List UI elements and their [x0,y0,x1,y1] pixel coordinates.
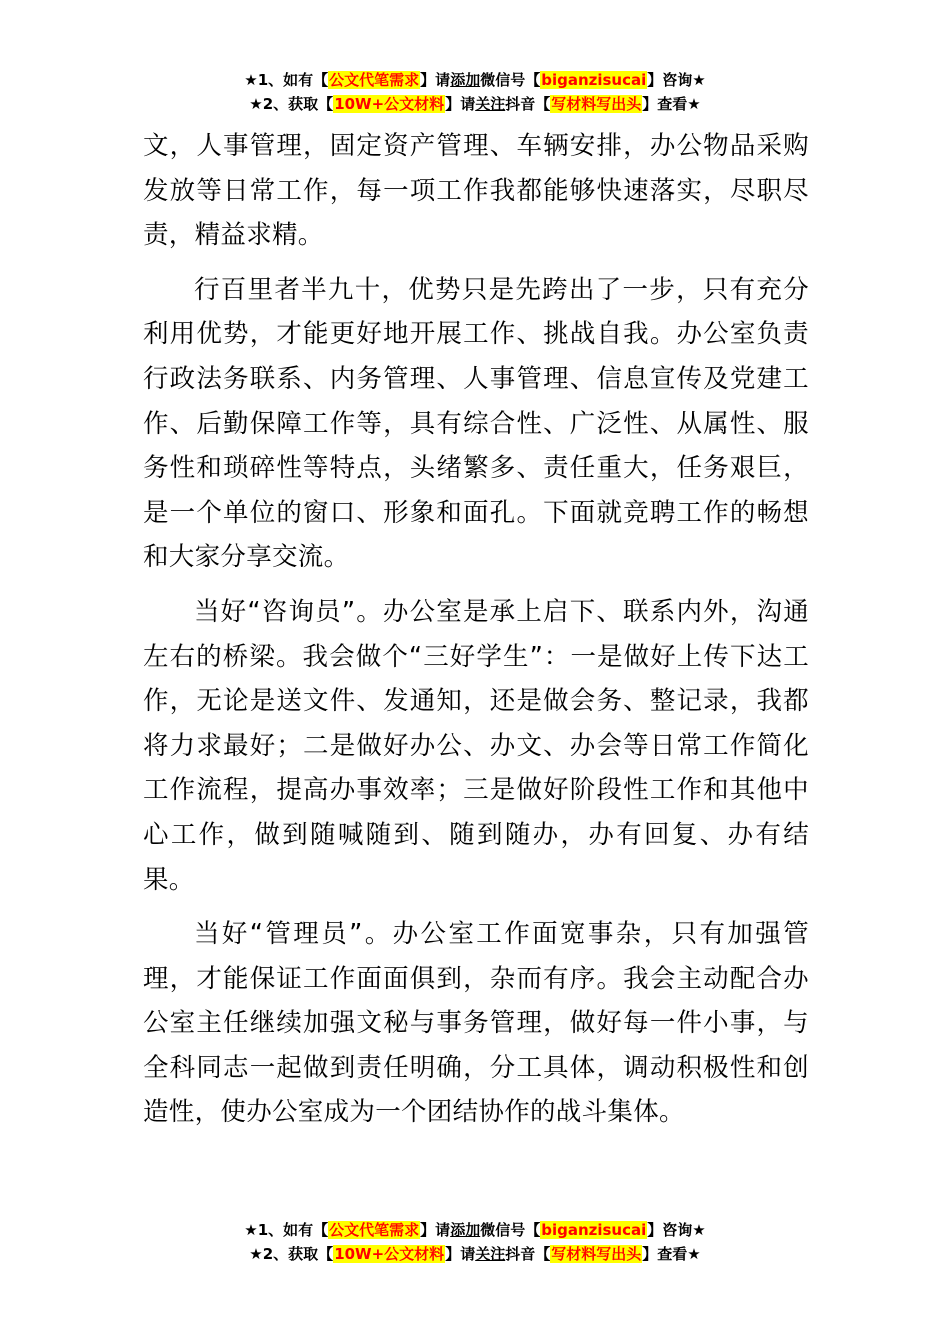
banner-underlined-text: 关注 [475,1245,506,1263]
banner-highlight: biganzisucai [541,1221,647,1239]
banner-text: 抖音【 [505,95,551,113]
banner-underlined-text: 关注 [475,95,506,113]
paragraph: 当好“咨询员”。办公室是承上启下、联系内外，沟通左右的桥梁。我会做个“三好学生”：一是做好上传下达工作，无论是送文件、发通知，还是做会务、整记录，我都将力求最好；二是做好办公、办文、办会等日常工作简化工作流程，提高办事效率；三是做好阶段性工作和其他中心工作，做到随喊随到、随到随办，办有回复、办有结果。 [143,596,809,895]
banner-line-1 [0,68,950,92]
banner-text: ★1、如有【 [244,1221,329,1239]
banner-highlight: 写材料写出头 [551,1245,642,1263]
banner-highlight: 公文代笔需求 [329,1221,420,1239]
banner-text: 】咨询★ [647,71,706,89]
paragraph: 文，人事管理，固定资产管理、车辆安排，办公物品采购发放等日常工作，每一项工作我都能够快速落实，尽职尽责，精益求精。 [143,131,809,251]
paragraph: 当好“管理员”。办公室工作面宽事杂，只有加强管理，才能保证工作面面俱到，杂而有序。我会主动配合办公室主任继续加强文秘与事务管理，做好每一件小事，与全科同志一起做到责任明确，分工具体，调动积极性和创造性，使办公室成为一个团结协作的战斗集体。 [143,919,809,1128]
banner-highlight: 写材料写出头 [551,95,642,113]
document-body [143,124,809,1145]
banner-text: 抖音【 [505,1245,551,1263]
banner-line-1 [0,1218,950,1242]
banner-underlined-text: 添加 [450,1221,481,1239]
banner-text: ★1、如有【 [244,71,329,89]
banner-highlight: biganzisucai [541,71,647,89]
footer-banner [0,1218,950,1266]
banner-text: ★2、获取【 [249,1245,334,1263]
banner-text: 微信号【 [480,1221,541,1239]
banner-text: ★2、获取【 [249,95,334,113]
banner-highlight: 10W+公文材料 [334,1245,445,1263]
banner-highlight: 10W+公文材料 [334,95,445,113]
banner-text: 】请 [420,71,451,89]
header-banner [0,68,950,116]
paragraph: 行百里者半九十，优势只是先跨出了一步，只有充分利用优势，才能更好地开展工作、挑战自我。办公室负责行政法务联系、内务管理、人事管理、信息宣传及党建工作、后勤保障工作等，具有综合性、广泛性、从属性、服务性和琐碎性等特点，头绪繁多、责任重大，任务艰巨，是一个单位的窗口、形象和面孔。下面就竞聘工作的畅想和大家分享交流。 [143,274,809,573]
banner-text: 微信号【 [480,71,541,89]
banner-text: 】咨询★ [647,1221,706,1239]
banner-line-2 [0,1242,950,1266]
banner-text: 】查看★ [642,1245,701,1263]
banner-line-2 [0,92,950,116]
banner-text: 】请 [445,95,476,113]
banner-text: 】请 [445,1245,476,1263]
banner-text: 】请 [420,1221,451,1239]
banner-highlight: 公文代笔需求 [329,71,420,89]
banner-underlined-text: 添加 [450,71,481,89]
banner-text: 】查看★ [642,95,701,113]
